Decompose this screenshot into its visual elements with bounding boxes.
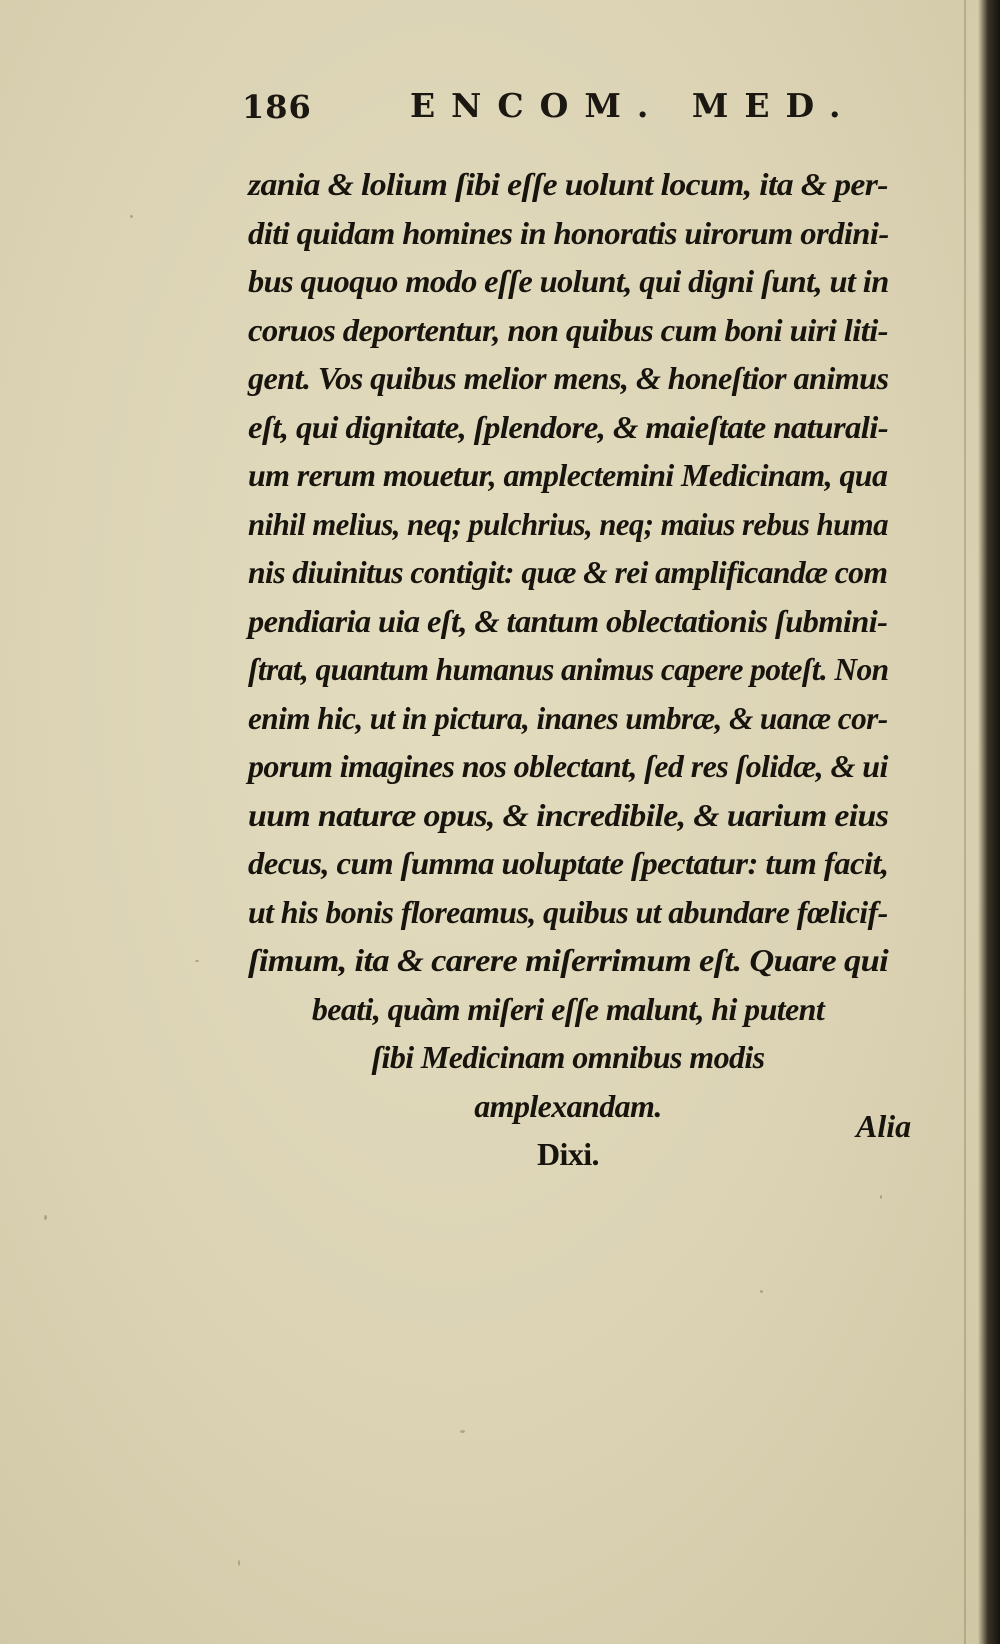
- paper-speck: [238, 1560, 240, 1566]
- closing-line: ſibi Medicinam omnibus modis: [371, 1039, 765, 1075]
- text-line: decus, cum ſumma uoluptate ſpectatur: tum facit,: [248, 845, 889, 881]
- text-line: bus quoquo modo eſſe uolunt, qui digni ſunt, ut in: [248, 263, 889, 299]
- body-text: [248, 160, 928, 1179]
- catchword: Alia: [856, 1108, 912, 1144]
- text-line: nihil melius, neq; pulchrius, neq; maius rebus huma: [248, 505, 888, 542]
- paper-speck: [880, 1195, 882, 1199]
- paper-speck: [195, 960, 199, 962]
- text-line: gent. Vos quibus melior mens, & honeſtior animus: [248, 360, 889, 396]
- paper-speck: [760, 1290, 763, 1293]
- closing-line: beati, quàm miſeri eſſe malunt, hi putent: [311, 990, 825, 1027]
- text-line: coruos deportentur, non quibus cum boni uiri liti-: [248, 311, 888, 348]
- text-line: pendiaria uia eſt, & tantum oblectationis ſubmini-: [248, 602, 888, 639]
- text-line: porum imagines nos oblectant, ſed res ſolidæ, & ui: [248, 748, 888, 784]
- text-line: uum naturæ opus, & incredibile, & uarium eius: [248, 796, 889, 833]
- closing-line: amplexandam.: [474, 1087, 662, 1124]
- text-line: ſimum, ita & carere miſerrimum eſt. Quare qui: [248, 942, 889, 978]
- paper-speck: [460, 1430, 465, 1433]
- text-line: um rerum mouetur, amplectemini Medicinam, qua: [248, 457, 888, 493]
- paper-speck: [44, 1215, 47, 1220]
- binding-shadow: [978, 0, 1000, 1644]
- page-number: 186: [242, 88, 312, 126]
- text-line: ſtrat, quantum humanus animus capere poteſt. Non: [248, 651, 889, 687]
- text-line: nis diuinitus contigit: quæ & rei amplificandæ com: [248, 554, 888, 590]
- text-line: eſt, qui dignitate, ſplendore, & maieſtate naturali-: [248, 408, 889, 445]
- running-head: [242, 82, 857, 134]
- text-line: zania & lolium ſibi eſſe uolunt locum, ita & per-: [248, 166, 888, 202]
- text-line: enim hic, ut in pictura, inanes umbræ, & uanæ cor-: [248, 699, 888, 736]
- running-title: ENCOM. MED.: [410, 86, 857, 125]
- signoff: Dixi.: [537, 1136, 599, 1172]
- text-line: ut his bonis floreamus, quibus ut abundare fœlicif-: [248, 893, 888, 930]
- text-line: diti quidam homines in honoratis uirorum ordini-: [248, 214, 889, 251]
- paper-speck: [130, 215, 133, 218]
